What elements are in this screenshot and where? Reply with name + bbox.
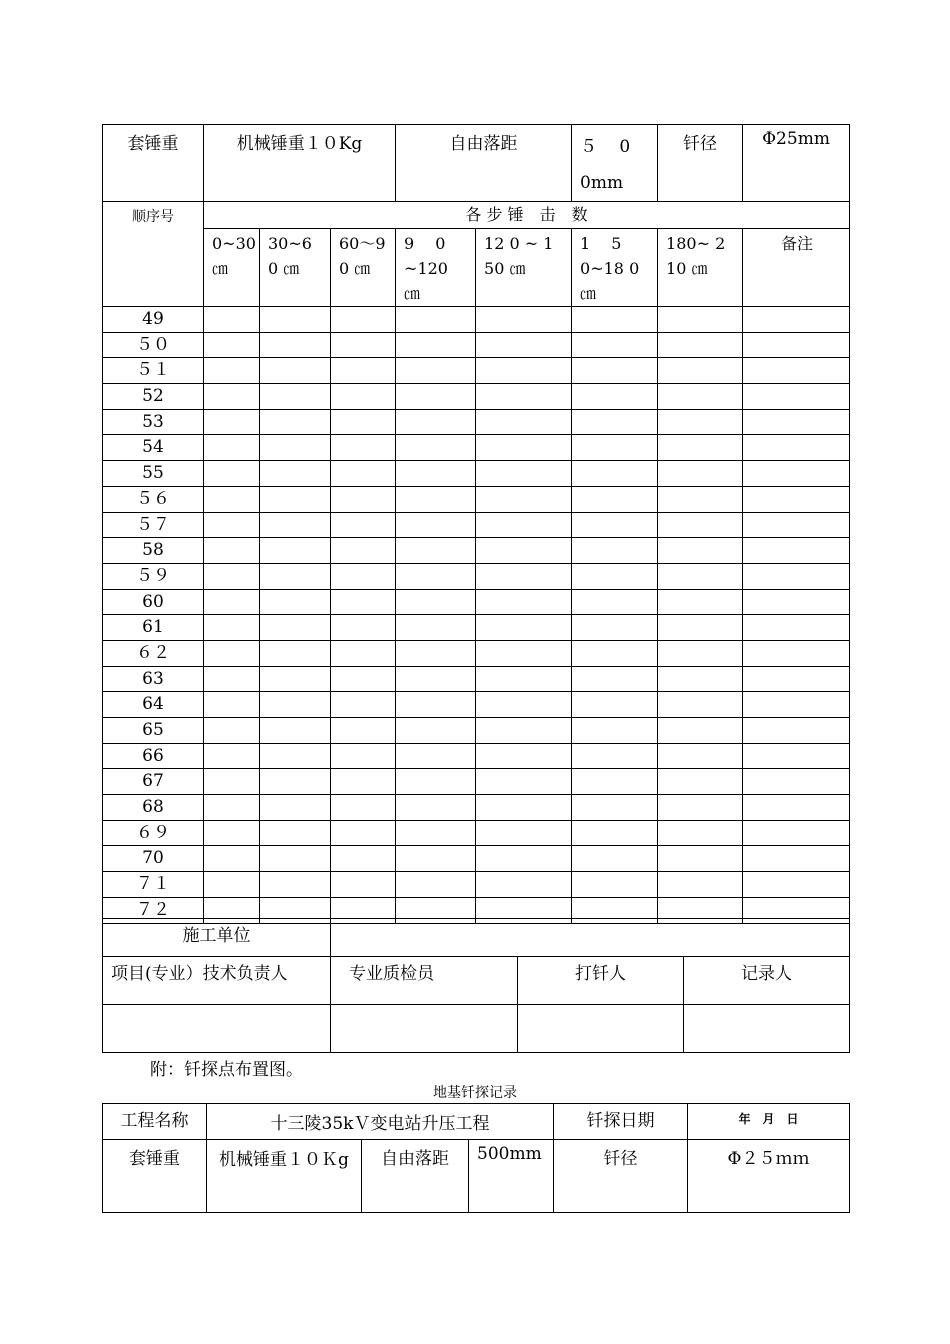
blow-count-cell[interactable] bbox=[204, 846, 260, 872]
blow-count-cell[interactable] bbox=[331, 332, 396, 358]
table-row bbox=[103, 769, 850, 795]
remark-cell[interactable] bbox=[743, 820, 850, 846]
row-number: 60 bbox=[103, 589, 204, 615]
blow-count-cell[interactable] bbox=[658, 820, 743, 846]
blow-count-cell[interactable] bbox=[658, 435, 743, 461]
remark-cell[interactable] bbox=[743, 358, 850, 384]
blow-count-cell[interactable] bbox=[658, 872, 743, 898]
blow-count-cell[interactable] bbox=[331, 512, 396, 538]
table-row bbox=[103, 718, 850, 744]
table-row bbox=[103, 486, 850, 512]
blow-count-cell[interactable] bbox=[572, 563, 658, 589]
construction-unit-value[interactable] bbox=[331, 919, 850, 957]
blow-count-cell[interactable] bbox=[396, 409, 476, 435]
blow-count-cell[interactable] bbox=[572, 538, 658, 564]
remark-cell[interactable] bbox=[743, 409, 850, 435]
blow-count-cell[interactable] bbox=[658, 846, 743, 872]
blow-count-cell[interactable] bbox=[260, 846, 331, 872]
row-number: ６９ bbox=[103, 820, 204, 846]
blow-count-cell[interactable] bbox=[260, 718, 331, 744]
blow-count-cell[interactable] bbox=[572, 384, 658, 410]
blow-count-cell[interactable] bbox=[260, 615, 331, 641]
blow-count-cell[interactable] bbox=[572, 435, 658, 461]
blow-count-cell[interactable] bbox=[331, 307, 396, 333]
row-number: 49 bbox=[103, 307, 204, 333]
blow-count-cell[interactable] bbox=[331, 743, 396, 769]
blow-count-cell[interactable] bbox=[572, 692, 658, 718]
blows-header-row bbox=[103, 202, 850, 229]
blow-count-cell[interactable] bbox=[260, 461, 331, 487]
remark-cell[interactable] bbox=[743, 486, 850, 512]
depth-col-90-120: 9 0 ~120 ㎝ bbox=[396, 229, 476, 307]
recorder-label: 记录人 bbox=[684, 957, 850, 1005]
blow-count-cell[interactable] bbox=[260, 769, 331, 795]
table-row bbox=[103, 872, 850, 898]
blow-count-cell[interactable] bbox=[331, 692, 396, 718]
blow-count-cell[interactable] bbox=[331, 640, 396, 666]
table-row bbox=[103, 409, 850, 435]
blow-count-cell[interactable] bbox=[396, 486, 476, 512]
blow-count-cell[interactable] bbox=[476, 563, 572, 589]
table-row bbox=[103, 563, 850, 589]
blow-count-cell[interactable] bbox=[260, 307, 331, 333]
depth-col-150-180: 1 5 0~18 0 ㎝ bbox=[572, 229, 658, 307]
driller-signature[interactable] bbox=[518, 1005, 684, 1053]
blow-count-cell[interactable] bbox=[204, 743, 260, 769]
table-row bbox=[103, 332, 850, 358]
remark-cell[interactable] bbox=[743, 563, 850, 589]
blow-count-cell[interactable] bbox=[572, 307, 658, 333]
blow-count-cell[interactable] bbox=[658, 743, 743, 769]
blow-count-cell[interactable] bbox=[396, 795, 476, 821]
probe-date-value: 年 月 日 bbox=[688, 1104, 850, 1140]
blow-count-cell[interactable] bbox=[396, 846, 476, 872]
blow-count-cell[interactable] bbox=[572, 743, 658, 769]
blow-count-cell[interactable] bbox=[476, 589, 572, 615]
blow-count-cell[interactable] bbox=[572, 718, 658, 744]
row-number: 61 bbox=[103, 615, 204, 641]
blow-count-cell[interactable] bbox=[204, 538, 260, 564]
table-row bbox=[103, 538, 850, 564]
blow-count-cell[interactable] bbox=[396, 769, 476, 795]
blow-count-cell[interactable] bbox=[658, 409, 743, 435]
blow-count-cell[interactable] bbox=[476, 820, 572, 846]
row-number: ７１ bbox=[103, 872, 204, 898]
blow-count-cell[interactable] bbox=[331, 563, 396, 589]
blow-count-cell[interactable] bbox=[331, 384, 396, 410]
remark-cell[interactable] bbox=[743, 666, 850, 692]
blow-count-cell[interactable] bbox=[204, 409, 260, 435]
attachment-note: 附：钎探点布置图。 bbox=[150, 1060, 303, 1080]
blow-count-cell[interactable] bbox=[572, 332, 658, 358]
table-row bbox=[103, 820, 850, 846]
table-row bbox=[103, 589, 850, 615]
hammer-weight-label: 套锤重 bbox=[103, 125, 204, 202]
blow-count-cell[interactable] bbox=[260, 692, 331, 718]
blow-count-cell[interactable] bbox=[204, 512, 260, 538]
blow-count-cell[interactable] bbox=[260, 435, 331, 461]
row-number: 70 bbox=[103, 846, 204, 872]
table-row bbox=[103, 512, 850, 538]
table-row bbox=[103, 666, 850, 692]
blow-count-cell[interactable] bbox=[331, 795, 396, 821]
blow-count-cell[interactable] bbox=[572, 666, 658, 692]
tech-lead-label: 项目(专业）技术负责人 bbox=[103, 957, 331, 1005]
table-row bbox=[103, 692, 850, 718]
row-number: ５９ bbox=[103, 563, 204, 589]
blow-count-cell[interactable] bbox=[476, 718, 572, 744]
blow-count-cell[interactable] bbox=[396, 538, 476, 564]
blow-count-cell[interactable] bbox=[476, 384, 572, 410]
blow-count-cell[interactable] bbox=[331, 358, 396, 384]
depth-col-60-90: 60～9 0 ㎝ bbox=[331, 229, 396, 307]
blow-count-cell[interactable] bbox=[260, 872, 331, 898]
blow-count-cell[interactable] bbox=[260, 409, 331, 435]
blow-count-cell[interactable] bbox=[396, 332, 476, 358]
blow-count-cell[interactable] bbox=[260, 332, 331, 358]
blow-count-cell[interactable] bbox=[204, 358, 260, 384]
hammer-weight-value: 机械锤重１０Kg bbox=[204, 125, 396, 202]
project-name-label: 工程名称 bbox=[103, 1104, 207, 1140]
depth-col-0-30: 0~30 ㎝ bbox=[204, 229, 260, 307]
blow-count-cell[interactable] bbox=[658, 692, 743, 718]
blow-count-cell[interactable] bbox=[572, 486, 658, 512]
blow-count-cell[interactable] bbox=[331, 615, 396, 641]
blow-count-header: 各 步 锤 击 数 bbox=[204, 202, 850, 229]
row-number: 63 bbox=[103, 666, 204, 692]
blow-count-cell[interactable] bbox=[476, 512, 572, 538]
blow-count-cell[interactable] bbox=[260, 512, 331, 538]
blow-count-cell[interactable] bbox=[476, 692, 572, 718]
probe-record-table bbox=[102, 124, 850, 924]
blow-count-cell[interactable] bbox=[658, 512, 743, 538]
blow-count-cell[interactable] bbox=[331, 872, 396, 898]
blow-count-cell[interactable] bbox=[476, 743, 572, 769]
blow-count-cell[interactable] bbox=[204, 563, 260, 589]
construction-unit-label: 施工单位 bbox=[103, 919, 331, 957]
blow-count-cell[interactable] bbox=[476, 640, 572, 666]
blow-count-cell[interactable] bbox=[331, 846, 396, 872]
blow-count-cell[interactable] bbox=[572, 795, 658, 821]
blow-count-cell[interactable] bbox=[658, 769, 743, 795]
quality-inspector-signature[interactable] bbox=[331, 1005, 518, 1053]
blow-count-cell[interactable] bbox=[260, 358, 331, 384]
remark-cell[interactable] bbox=[743, 872, 850, 898]
blow-count-cell[interactable] bbox=[476, 769, 572, 795]
blow-count-cell[interactable] bbox=[204, 486, 260, 512]
blow-count-cell[interactable] bbox=[396, 692, 476, 718]
blow-count-cell[interactable] bbox=[476, 666, 572, 692]
blow-count-cell[interactable] bbox=[396, 435, 476, 461]
remark-cell[interactable] bbox=[743, 846, 850, 872]
blow-count-cell[interactable] bbox=[476, 435, 572, 461]
remark-header: 备注 bbox=[743, 229, 850, 307]
blow-count-cell[interactable] bbox=[204, 332, 260, 358]
blow-count-cell[interactable] bbox=[204, 820, 260, 846]
remark-cell[interactable] bbox=[743, 718, 850, 744]
second-hammer-weight-value: 机械锤重１０Ｋg bbox=[207, 1140, 362, 1213]
second-form-header-table bbox=[102, 1103, 850, 1213]
blow-count-cell[interactable] bbox=[331, 589, 396, 615]
blow-count-cell[interactable] bbox=[331, 435, 396, 461]
blow-count-cell[interactable] bbox=[658, 563, 743, 589]
blow-count-cell[interactable] bbox=[658, 615, 743, 641]
blow-count-cell[interactable] bbox=[204, 384, 260, 410]
blow-count-cell[interactable] bbox=[572, 640, 658, 666]
hammer-info-row bbox=[103, 125, 850, 202]
blow-count-cell[interactable] bbox=[260, 384, 331, 410]
blow-count-cell[interactable] bbox=[396, 820, 476, 846]
blow-count-cell[interactable] bbox=[572, 769, 658, 795]
blow-count-cell[interactable] bbox=[260, 820, 331, 846]
blow-count-cell[interactable] bbox=[260, 538, 331, 564]
blow-count-cell[interactable] bbox=[396, 640, 476, 666]
blow-count-cell[interactable] bbox=[204, 795, 260, 821]
blow-count-cell[interactable] bbox=[658, 589, 743, 615]
blow-count-cell[interactable] bbox=[658, 332, 743, 358]
table-row bbox=[103, 795, 850, 821]
blow-count-cell[interactable] bbox=[658, 538, 743, 564]
blow-count-cell[interactable] bbox=[396, 589, 476, 615]
blow-count-cell[interactable] bbox=[331, 820, 396, 846]
blow-count-cell[interactable] bbox=[658, 461, 743, 487]
remark-cell[interactable] bbox=[743, 769, 850, 795]
table-row bbox=[103, 743, 850, 769]
remark-cell[interactable] bbox=[743, 384, 850, 410]
blow-count-cell[interactable] bbox=[476, 358, 572, 384]
blow-count-cell[interactable] bbox=[476, 538, 572, 564]
blow-count-cell[interactable] bbox=[204, 435, 260, 461]
blow-count-cell[interactable] bbox=[260, 666, 331, 692]
row-number: 54 bbox=[103, 435, 204, 461]
blow-count-cell[interactable] bbox=[658, 666, 743, 692]
remark-cell[interactable] bbox=[743, 307, 850, 333]
blow-count-cell[interactable] bbox=[572, 846, 658, 872]
blow-count-cell[interactable] bbox=[204, 307, 260, 333]
second-hammer-weight-label: 套锤重 bbox=[103, 1140, 207, 1213]
row-number: ５０ bbox=[103, 332, 204, 358]
blow-count-cell[interactable] bbox=[572, 409, 658, 435]
rod-diameter-value: Φ25mm bbox=[743, 125, 850, 202]
blow-count-cell[interactable] bbox=[396, 615, 476, 641]
blow-count-cell[interactable] bbox=[204, 461, 260, 487]
remark-cell[interactable] bbox=[743, 461, 850, 487]
recorder-signature[interactable] bbox=[684, 1005, 850, 1053]
row-number: 68 bbox=[103, 795, 204, 821]
remark-cell[interactable] bbox=[743, 692, 850, 718]
blow-count-cell[interactable] bbox=[572, 512, 658, 538]
blow-count-cell[interactable] bbox=[396, 563, 476, 589]
probe-date-label: 钎探日期 bbox=[554, 1104, 688, 1140]
table-row bbox=[103, 435, 850, 461]
depth-col-30-60: 30~6 0 ㎝ bbox=[260, 229, 331, 307]
blow-count-cell[interactable] bbox=[396, 512, 476, 538]
blow-count-cell[interactable] bbox=[331, 409, 396, 435]
blow-count-cell[interactable] bbox=[572, 461, 658, 487]
blow-count-cell[interactable] bbox=[204, 769, 260, 795]
blow-count-cell[interactable] bbox=[476, 615, 572, 641]
second-rod-diameter-value: Φ２５ｍｍ bbox=[688, 1140, 850, 1213]
blow-count-cell[interactable] bbox=[396, 461, 476, 487]
second-rod-diameter-label: 钎径 bbox=[554, 1140, 688, 1213]
blow-count-cell[interactable] bbox=[204, 615, 260, 641]
row-number: 55 bbox=[103, 461, 204, 487]
blow-count-cell[interactable] bbox=[204, 872, 260, 898]
blow-count-cell[interactable] bbox=[260, 589, 331, 615]
blow-count-cell[interactable] bbox=[658, 795, 743, 821]
second-drop-distance-value: 500mm bbox=[469, 1140, 554, 1213]
remark-cell[interactable] bbox=[743, 512, 850, 538]
drop-distance-value: ５ 0 0mm bbox=[572, 125, 658, 202]
blow-count-cell[interactable] bbox=[476, 409, 572, 435]
row-number: ７２ bbox=[103, 897, 204, 923]
blow-count-cell[interactable] bbox=[331, 538, 396, 564]
blow-count-cell[interactable] bbox=[396, 358, 476, 384]
tech-lead-signature[interactable] bbox=[103, 1005, 331, 1053]
blow-count-cell[interactable] bbox=[204, 692, 260, 718]
blow-count-cell[interactable] bbox=[396, 666, 476, 692]
depth-col-120-150: 12 0 ~ 1 50 ㎝ bbox=[476, 229, 572, 307]
blow-count-cell[interactable] bbox=[204, 718, 260, 744]
blow-count-cell[interactable] bbox=[658, 307, 743, 333]
blow-count-cell[interactable] bbox=[331, 461, 396, 487]
row-number: 66 bbox=[103, 743, 204, 769]
row-number: ６２ bbox=[103, 640, 204, 666]
signature-table bbox=[102, 918, 850, 1053]
project-name-value: 十三陵35kＶ变电站升压工程 bbox=[207, 1104, 554, 1140]
blow-count-cell[interactable] bbox=[396, 718, 476, 744]
row-number: 53 bbox=[103, 409, 204, 435]
table-row bbox=[103, 846, 850, 872]
blow-count-cell[interactable] bbox=[476, 846, 572, 872]
blow-count-cell[interactable] bbox=[476, 461, 572, 487]
blow-count-cell[interactable] bbox=[396, 872, 476, 898]
remark-cell[interactable] bbox=[743, 743, 850, 769]
depth-header-row bbox=[103, 229, 850, 307]
table-row bbox=[103, 307, 850, 333]
blow-count-cell[interactable] bbox=[658, 640, 743, 666]
remark-cell[interactable] bbox=[743, 615, 850, 641]
row-number: 52 bbox=[103, 384, 204, 410]
blow-count-cell[interactable] bbox=[572, 358, 658, 384]
remark-cell[interactable] bbox=[743, 795, 850, 821]
row-number: 65 bbox=[103, 718, 204, 744]
blow-count-cell[interactable] bbox=[331, 769, 396, 795]
second-form-title: 地基钎探记录 bbox=[433, 1085, 517, 1101]
row-number: 58 bbox=[103, 538, 204, 564]
sequence-number-header: 顺序号 bbox=[103, 202, 204, 307]
blow-count-cell[interactable] bbox=[658, 718, 743, 744]
blow-count-cell[interactable] bbox=[331, 666, 396, 692]
row-number: ５７ bbox=[103, 512, 204, 538]
blow-count-cell[interactable] bbox=[658, 358, 743, 384]
blow-count-cell[interactable] bbox=[476, 486, 572, 512]
driller-label: 打钎人 bbox=[518, 957, 684, 1005]
row-number: 64 bbox=[103, 692, 204, 718]
blow-count-cell[interactable] bbox=[476, 795, 572, 821]
blow-count-cell[interactable] bbox=[331, 718, 396, 744]
blow-count-cell[interactable] bbox=[572, 820, 658, 846]
table-row bbox=[103, 358, 850, 384]
row-number: ５１ bbox=[103, 358, 204, 384]
blow-count-cell[interactable] bbox=[260, 563, 331, 589]
table-row bbox=[103, 461, 850, 487]
table-row bbox=[103, 640, 850, 666]
blow-count-cell[interactable] bbox=[396, 307, 476, 333]
blow-count-cell[interactable] bbox=[572, 615, 658, 641]
blow-count-cell[interactable] bbox=[396, 743, 476, 769]
blow-count-cell[interactable] bbox=[476, 307, 572, 333]
blow-count-cell[interactable] bbox=[260, 486, 331, 512]
rod-diameter-label: 钎径 bbox=[658, 125, 743, 202]
blow-count-cell[interactable] bbox=[331, 486, 396, 512]
blow-count-cell[interactable] bbox=[260, 743, 331, 769]
blow-count-cell[interactable] bbox=[204, 640, 260, 666]
remark-cell[interactable] bbox=[743, 538, 850, 564]
remark-cell[interactable] bbox=[743, 640, 850, 666]
blow-count-cell[interactable] bbox=[396, 384, 476, 410]
row-number: 67 bbox=[103, 769, 204, 795]
blow-count-cell[interactable] bbox=[658, 384, 743, 410]
blow-count-cell[interactable] bbox=[572, 589, 658, 615]
second-drop-distance-label: 自由落距 bbox=[362, 1140, 469, 1213]
remark-cell[interactable] bbox=[743, 589, 850, 615]
table-row bbox=[103, 384, 850, 410]
blow-count-cell[interactable] bbox=[260, 795, 331, 821]
remark-cell[interactable] bbox=[743, 435, 850, 461]
remark-cell[interactable] bbox=[743, 332, 850, 358]
table-row bbox=[103, 615, 850, 641]
blow-count-cell[interactable] bbox=[204, 666, 260, 692]
drop-distance-label: 自由落距 bbox=[396, 125, 572, 202]
blow-count-cell[interactable] bbox=[476, 332, 572, 358]
blow-count-cell[interactable] bbox=[658, 486, 743, 512]
blow-count-cell[interactable] bbox=[260, 640, 331, 666]
blow-count-cell[interactable] bbox=[476, 872, 572, 898]
quality-inspector-label: 专业质检员 bbox=[331, 957, 518, 1005]
blow-count-cell[interactable] bbox=[572, 872, 658, 898]
depth-col-180-210: 180~ 2 10 ㎝ bbox=[658, 229, 743, 307]
blow-count-cell[interactable] bbox=[204, 589, 260, 615]
row-number: ５６ bbox=[103, 486, 204, 512]
